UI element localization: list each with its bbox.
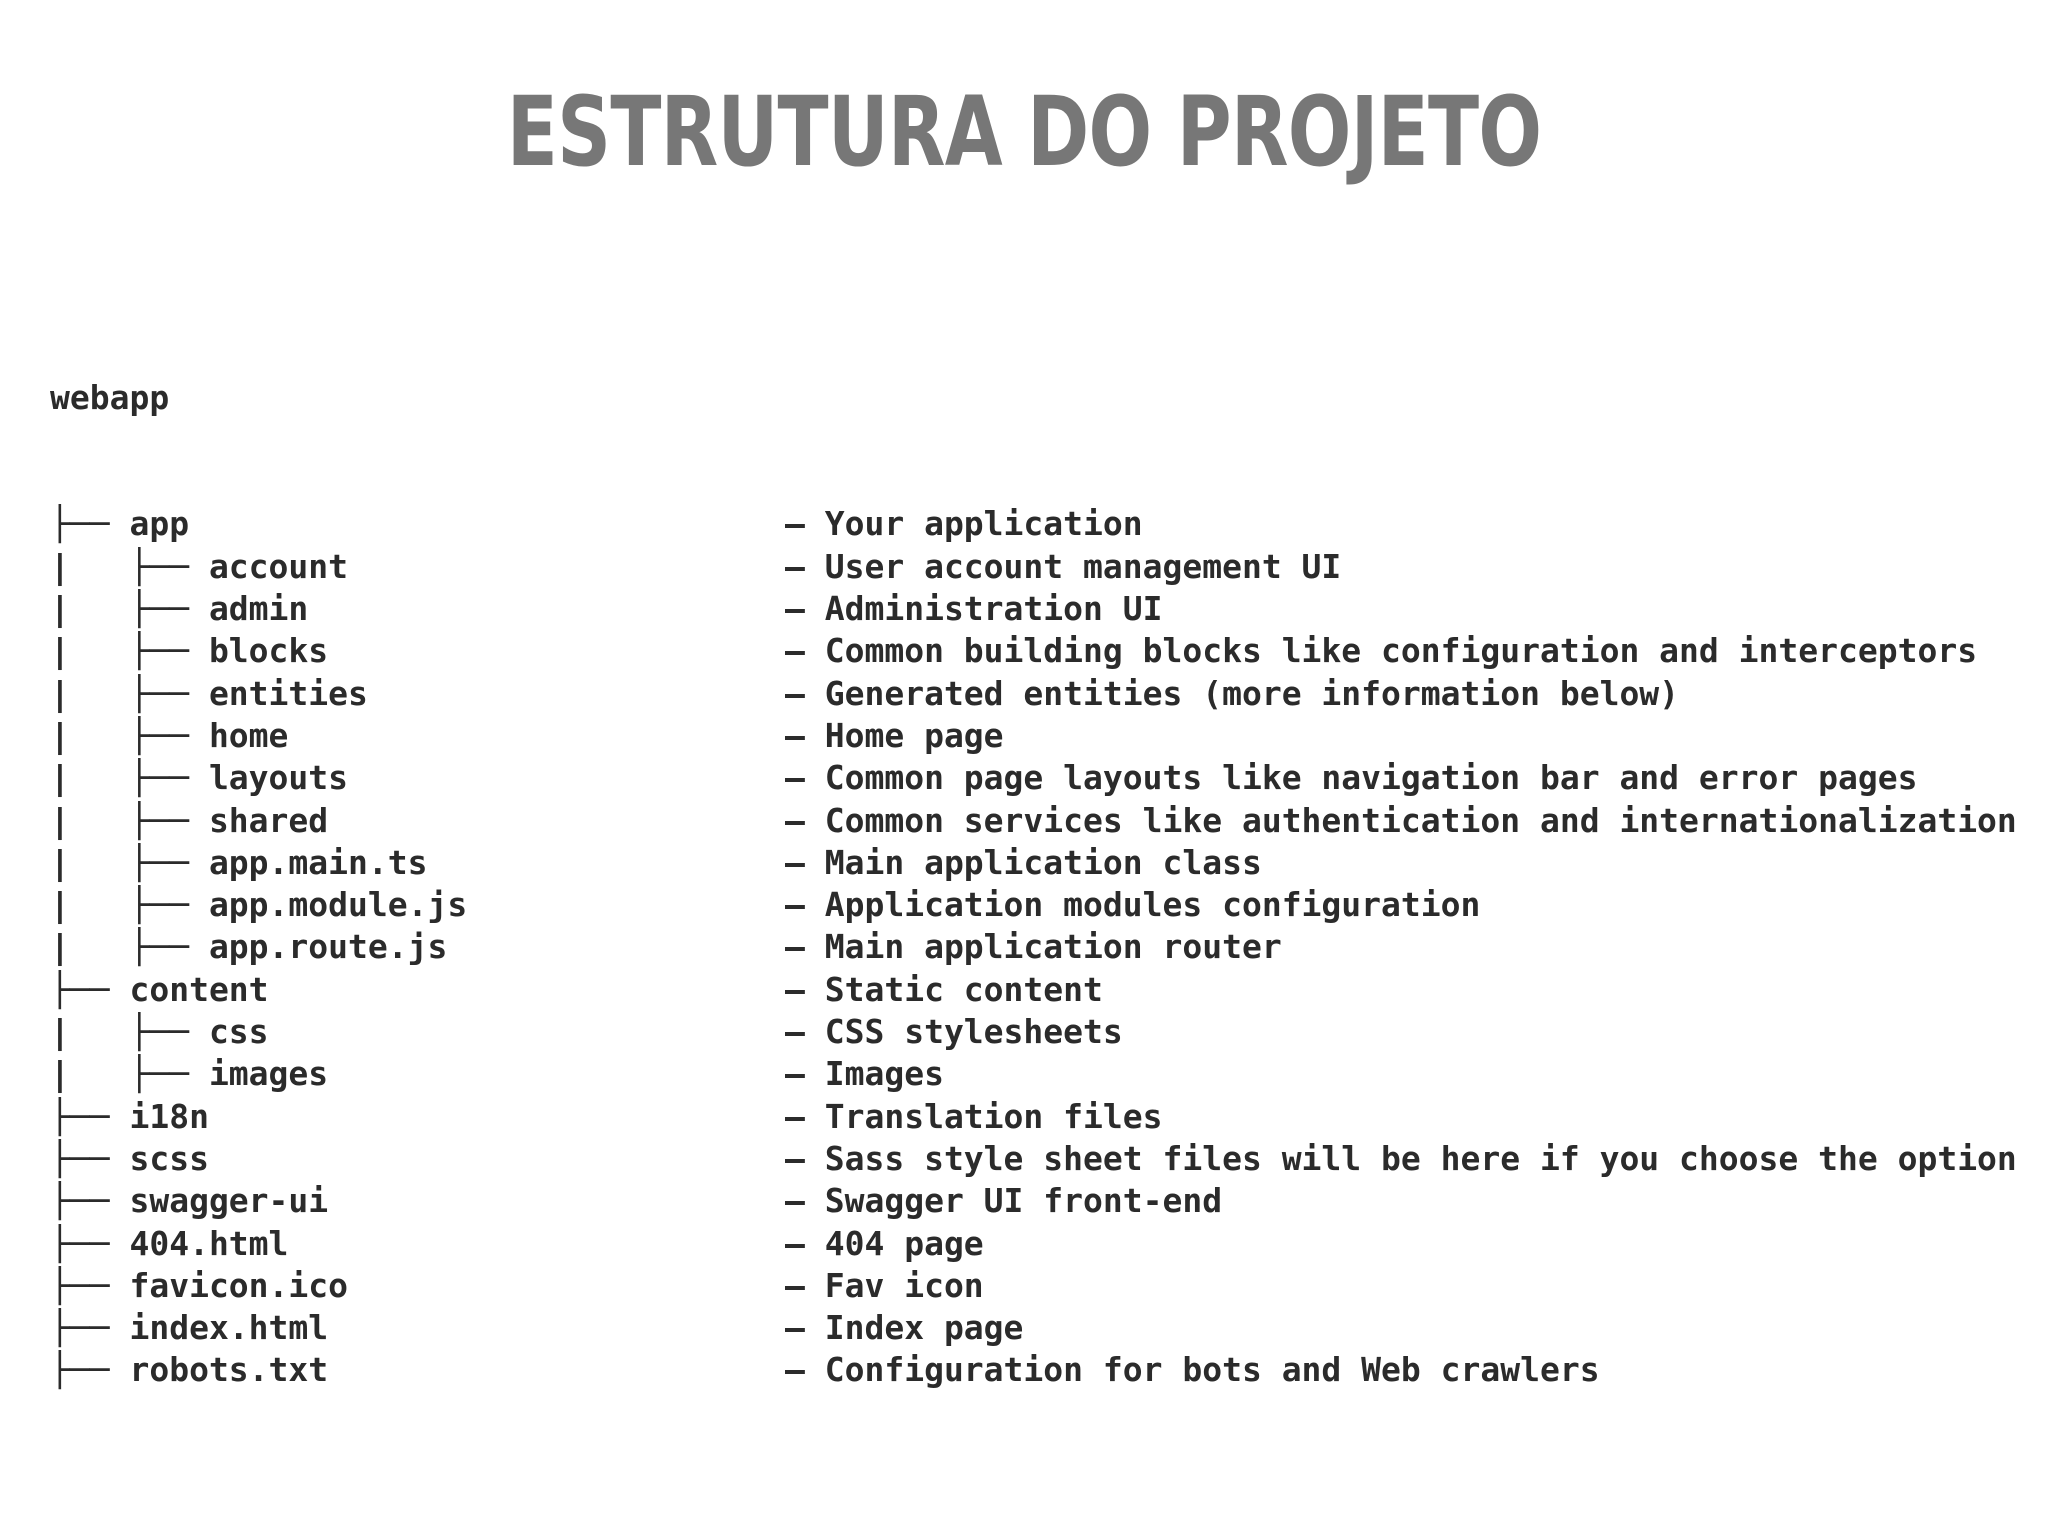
project-tree xyxy=(50,292,2017,1476)
tree-entry-name: ├── index.html xyxy=(50,1308,329,1348)
tree-row xyxy=(50,1011,1123,1053)
tree-entry-name: ├── swagger-ui xyxy=(50,1181,329,1221)
tree-entry-description: – Main application class xyxy=(785,842,1262,882)
tree-row xyxy=(50,1223,984,1265)
tree-entry-name: | ├── blocks xyxy=(50,631,329,671)
tree-row xyxy=(50,1138,2017,1180)
tree-entry-name: ├── 404.html xyxy=(50,1223,289,1263)
tree-row xyxy=(50,588,1163,630)
tree-entry-name: | ├── account xyxy=(50,546,349,586)
tree-entry-description: – Index page xyxy=(785,1308,1024,1348)
tree-row xyxy=(50,715,1004,757)
tree-entry-description: – Home page xyxy=(785,715,1004,755)
tree-row xyxy=(50,1265,984,1307)
tree-entry-description: – Fav icon xyxy=(785,1265,984,1305)
tree-entry-name: | ├── images xyxy=(50,1054,329,1094)
tree-entry-name: | ├── shared xyxy=(50,800,329,840)
tree-entry-name: | ├── app.main.ts xyxy=(50,842,428,882)
tree-entry-description: – Swagger UI front-end xyxy=(785,1181,1223,1221)
tree-entry-description: – Common services like authentication and internationalization xyxy=(785,800,2017,840)
tree-row xyxy=(50,1180,1223,1222)
tree-entry-name: | ├── app.module.js xyxy=(50,885,468,925)
tree-row xyxy=(50,630,1978,672)
tree-entry-description: – Application modules configuration xyxy=(785,885,1481,925)
tree-row xyxy=(50,969,1103,1011)
tree-row xyxy=(50,757,1918,799)
tree-row xyxy=(50,546,1342,588)
tree-entry-name: ├── favicon.ico xyxy=(50,1265,349,1305)
tree-row xyxy=(50,926,1282,968)
tree-entry-name: ├── i18n xyxy=(50,1096,209,1136)
tree-row xyxy=(50,1096,1163,1138)
tree-entry-name: | ├── css xyxy=(50,1012,269,1052)
tree-row xyxy=(50,800,2017,842)
tree-row xyxy=(50,1307,1024,1349)
tree-entry-name: | ├── entities xyxy=(50,673,368,713)
tree-entry-name: | ├── home xyxy=(50,715,289,755)
tree-row xyxy=(50,884,1481,926)
tree-entry-name: ├── robots.txt xyxy=(50,1350,329,1390)
tree-root xyxy=(50,377,785,419)
tree-row xyxy=(50,1349,1600,1391)
tree-entry-description: – Common building blocks like configuration and interceptors xyxy=(785,631,1978,671)
tree-entry-description: – 404 page xyxy=(785,1223,984,1263)
tree-entry-name: ├── content xyxy=(50,969,269,1009)
tree-entry-description: – CSS stylesheets xyxy=(785,1012,1123,1052)
tree-entry-description: – Translation files xyxy=(785,1096,1163,1136)
tree-entry-name: | ├── admin xyxy=(50,589,309,629)
tree-row xyxy=(50,673,1680,715)
tree-entry-name: ├── scss xyxy=(50,1138,209,1178)
tree-entry-description: – User account management UI xyxy=(785,546,1342,586)
tree-entry-description: – Main application router xyxy=(785,927,1282,967)
tree-entry-description: – Your application xyxy=(785,504,1143,544)
tree-rows xyxy=(50,503,2017,1391)
tree-entry-description: – Generated entities (more information below) xyxy=(785,673,1680,713)
tree-entry-description: – Images xyxy=(785,1054,944,1094)
tree-row xyxy=(50,1053,944,1095)
slide-title: ESTRUTURA DO PROJETO xyxy=(506,76,1542,188)
tree-entry-name: | ├── app.route.js xyxy=(50,927,448,967)
tree-row xyxy=(50,842,1262,884)
tree-entry-description: – Sass style sheet files will be here if you choose the option xyxy=(785,1138,2017,1178)
tree-entry-description: – Administration UI xyxy=(785,589,1163,629)
tree-entry-description: – Common page layouts like navigation bar and error pages xyxy=(785,758,1918,798)
tree-row xyxy=(50,503,1143,545)
tree-entry-name: ├── app xyxy=(50,504,190,544)
tree-entry-name: | ├── layouts xyxy=(50,758,349,798)
tree-entry-description: – Static content xyxy=(785,969,1103,1009)
tree-entry-description: – Configuration for bots and Web crawlers xyxy=(785,1350,1600,1390)
tree-root-label: webapp xyxy=(50,377,170,417)
